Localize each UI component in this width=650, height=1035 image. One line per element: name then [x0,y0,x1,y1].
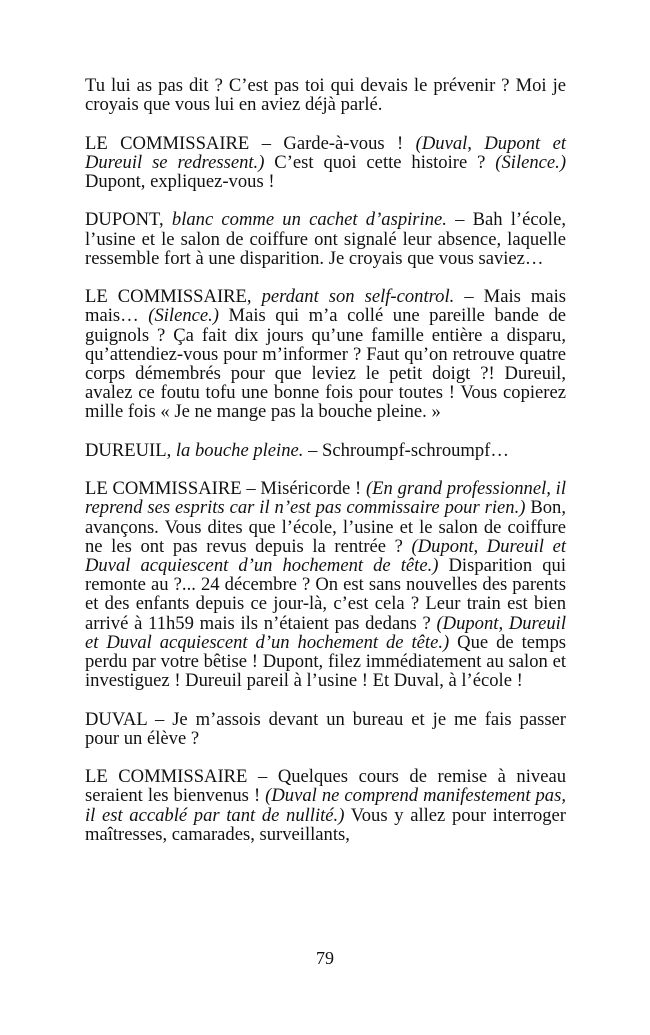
dialogue-text: – Bah l’école, l’usine et le salon de coiffure ont signalé leur absence, laquelle ressemble fort à une disparition. Je croyais que vous saviez… [85,209,566,269]
paragraph-1 [85,76,566,114]
stage-direction: (Duval ne comprend manifestement pas, il est accablé par tant de nullité.) [85,785,566,826]
stage-direction: la bouche pleine. [175,439,304,461]
stage-direction: (Duval, Dupont et Dureuil se redressent.) [85,132,567,173]
paragraph-6 [85,479,566,690]
page-body [85,76,566,863]
paragraph-5 [85,441,566,460]
paragraph-8 [85,767,566,844]
stage-direction: (Silence.) [148,305,219,327]
dialogue-text: Bon, avançons. Vous dites que l’école, l’usine et le salon de coiffure ne les ont pas revus depuis la rentrée ? [85,497,567,557]
stage-direction: (Dupont, Dureuil et Duval acquiescent d’un hochement de tête.) [85,612,566,653]
stage-direction: (Silence.) [495,151,567,173]
text-run: Tu lui as pas dit ? C’est pas toi qui devais le prévenir ? Moi je croyais que vous lui en aviez déjà parlé. [85,75,566,116]
dialogue-text: Dupont, expliquez-vous ! [85,171,275,192]
dialogue-text: DUVAL – Je m’assois devant un bureau et je me fais passer pour un élève ? [85,708,566,749]
stage-direction: perdant son self-control. [261,286,455,308]
speaker-line: DUPONT, [85,209,172,231]
speaker-line: LE COMMISSAIRE, [85,286,262,308]
speaker-line: DUREUIL, [85,439,176,461]
dialogue-text: Vous y allez pour interroger maîtresses, camarades, surveillants, [85,804,566,845]
paragraph-7 [85,710,566,748]
page-number: 79 [316,948,334,968]
dialogue-text: – Schroumpf-schroumpf… [303,439,509,461]
dialogue-text: C’est quoi cette histoire ? [264,151,496,173]
speaker-line: LE COMMISSAIRE – Garde-à-vous ! [85,132,416,154]
stage-direction: (En grand professionnel, il reprend ses esprits car il n’est pas commissaire pour rien.) [85,478,566,519]
dialogue-text: – Mais mais mais… [85,286,566,327]
dialogue-text: Mais qui m’a collé une pareille bande de guignols ? Ça fait dix jours qu’une famille entière a disparu, qu’attendiez-vous pour m’informer ? Faut qu’on retrouve quatre corps démembrés pour que leviez le petit doigt ?! Dureuil, avalez ce foutu tofu une bonne fois pour toutes ! Vous copierez mille fois « Je ne mange pas la bouche pleine. » [85,305,566,423]
paragraph-3 [85,210,566,268]
paragraph-4 [85,287,566,421]
speaker-line: LE COMMISSAIRE – Quelques cours de remise à niveau seraient les bienvenus ! [85,766,566,807]
paragraph-2 [85,134,566,192]
dialogue-text: Disparition qui remonte au ?... 24 décembre ? On est sans nouvelles des parents et des enfants depuis ce jour-là, c’est cela ? Leur train est bien arrivé à 11h59 mais ils n’étaient pas dedans ? [85,555,566,634]
stage-direction: (Dupont, Dureuil et Duval acquiescent d’un hochement de tête.) [85,535,566,576]
speaker-line: LE COMMISSAIRE – Miséricorde ! [85,478,366,500]
stage-direction: blanc comme un cachet d’aspirine. [171,209,447,231]
dialogue-text: Que de temps perdu par votre bêtise ! Dupont, filez immédiatement au salon et investiguez ! Dureuil pareil à l’usine ! Et Duval, à l’école ! [85,631,567,692]
